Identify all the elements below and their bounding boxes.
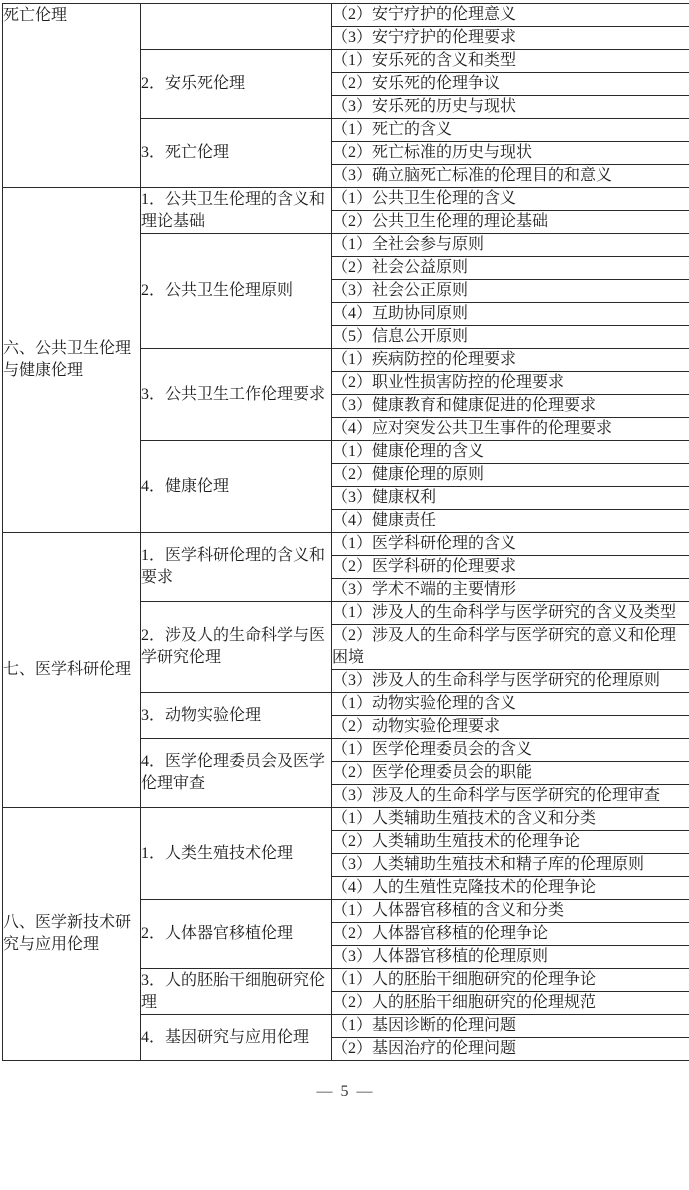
item-cell: （2）安乐死的伦理争议 — [332, 73, 689, 96]
subsection-cell — [141, 349, 332, 441]
table-row — [3, 188, 689, 211]
item-cell: （1）公共卫生伦理的含义 — [332, 188, 689, 211]
subsection-cell — [141, 693, 332, 739]
subsection-cell — [141, 4, 332, 50]
item-cell: （1）人的胚胎干细胞研究的伦理争论 — [332, 969, 689, 992]
subsection-label: 4．健康伦理 — [141, 477, 230, 495]
item-cell: （3）安宁疗护的伦理要求 — [332, 27, 689, 50]
subsection-cell — [141, 441, 332, 533]
section-title: 六、公共卫生伦理与健康伦理 — [3, 340, 132, 379]
item-cell: （1）动物实验伦理的含义 — [332, 693, 689, 716]
item-cell: （3）安乐死的历史与现状 — [332, 96, 689, 119]
item-cell: （3）学术不端的主要情形 — [332, 579, 689, 602]
table-row — [3, 533, 689, 556]
item-cell: （1）疾病防控的伦理要求 — [332, 349, 689, 372]
subsection-cell — [141, 234, 332, 349]
item-cell: （3）人体器官移植的伦理原则 — [332, 946, 689, 969]
item-cell: （2）医学科研的伦理要求 — [332, 556, 689, 579]
subsection-cell — [141, 602, 332, 693]
subsection-cell — [141, 969, 332, 1015]
item-cell: （1）医学科研伦理的含义 — [332, 533, 689, 556]
subsection-cell — [141, 533, 332, 602]
item-cell: （3）涉及人的生命科学与医学研究的伦理原则 — [332, 670, 689, 693]
section-title-cell — [3, 188, 141, 533]
item-cell: （5）信息公开原则 — [332, 326, 689, 349]
subsection-label: 3．人的胚胎干细胞研究伦理 — [141, 971, 326, 1011]
item-cell: （2）人的胚胎干细胞研究的伦理规范 — [332, 992, 689, 1015]
subsection-cell — [141, 1015, 332, 1061]
item-cell: （1）全社会参与原则 — [332, 234, 689, 257]
item-cell: （1）安乐死的含义和类型 — [332, 50, 689, 73]
section-title-cell — [3, 4, 141, 188]
item-cell: （4）健康责任 — [332, 510, 689, 533]
item-cell: （2）死亡标准的历史与现状 — [332, 142, 689, 165]
table-row — [3, 808, 689, 831]
syllabus-table-body — [3, 4, 689, 1061]
item-cell: （3）健康教育和健康促进的伦理要求 — [332, 395, 689, 418]
subsection-label: 1．医学科研伦理的含义和要求 — [141, 547, 326, 586]
section-title-cell — [3, 808, 141, 1061]
subsection-label: 2．公共卫生伦理原则 — [141, 282, 294, 299]
item-cell: （3）健康权利 — [332, 487, 689, 510]
item-cell: （2）人体器官移植的伦理争论 — [332, 923, 689, 946]
section-title-cell — [3, 533, 141, 808]
item-cell: （2）涉及人的生命科学与医学研究的意义和伦理困境 — [332, 625, 689, 670]
subsection-label: 3．公共卫生工作伦理要求 — [141, 385, 326, 403]
subsection-cell — [141, 188, 332, 234]
item-cell: （2）社会公益原则 — [332, 257, 689, 280]
item-cell: （2）基因治疗的伦理问题 — [332, 1038, 689, 1061]
subsection-cell — [141, 119, 332, 188]
item-cell: （3）社会公正原则 — [332, 280, 689, 303]
item-cell: （1）涉及人的生命科学与医学研究的含义及类型 — [332, 602, 689, 625]
item-cell: （1）人类辅助生殖技术的含义和分类 — [332, 808, 689, 831]
item-cell: （4）应对突发公共卫生事件的伦理要求 — [332, 418, 689, 441]
page-number: — 5 — — [316, 1083, 375, 1100]
subsection-label: 3．死亡伦理 — [141, 144, 230, 161]
subsection-label: 1．人类生殖技术伦理 — [141, 844, 294, 862]
section-title: 七、医学科研伦理 — [3, 661, 132, 678]
subsection-label: 2．安乐死伦理 — [141, 75, 246, 92]
item-cell: （2）人类辅助生殖技术的伦理争论 — [332, 831, 689, 854]
item-cell: （2）动物实验伦理要求 — [332, 716, 689, 739]
syllabus-table — [2, 3, 689, 1061]
item-cell: （1）医学伦理委员会的含义 — [332, 739, 689, 762]
item-cell: （4）互助协同原则 — [332, 303, 689, 326]
subsection-label: 1．公共卫生伦理的含义和理论基础 — [141, 190, 326, 230]
section-title: 八、医学新技术研究与应用伦理 — [3, 914, 132, 953]
item-cell: （1）健康伦理的含义 — [332, 441, 689, 464]
item-cell: （2）公共卫生伦理的理论基础 — [332, 211, 689, 234]
item-cell: （1）死亡的含义 — [332, 119, 689, 142]
subsection-label: 2．涉及人的生命科学与医学研究伦理 — [141, 627, 326, 666]
item-cell: （2）职业性损害防控的伦理要求 — [332, 372, 689, 395]
item-cell: （4）人的生殖性克隆技术的伦理争论 — [332, 877, 689, 900]
item-cell: （3）涉及人的生命科学与医学研究的伦理审查 — [332, 785, 689, 808]
subsection-cell — [141, 808, 332, 900]
subsection-label: 2．人体器官移植伦理 — [141, 925, 294, 942]
item-cell: （1）人体器官移植的含义和分类 — [332, 900, 689, 923]
subsection-label: 4．基因研究与应用伦理 — [141, 1028, 310, 1046]
item-cell: （3）确立脑死亡标准的伦理目的和意义 — [332, 165, 689, 188]
table-row — [3, 4, 689, 27]
subsection-label: 3．动物实验伦理 — [141, 706, 262, 724]
item-cell: （1）基因诊断的伦理问题 — [332, 1015, 689, 1038]
item-cell: （2）健康伦理的原则 — [332, 464, 689, 487]
item-cell: （3）人类辅助生殖技术和精子库的伦理原则 — [332, 854, 689, 877]
item-cell: （2）安宁疗护的伦理意义 — [332, 4, 689, 27]
subsection-cell — [141, 50, 332, 119]
section-title: 死亡伦理 — [3, 7, 68, 24]
subsection-cell — [141, 739, 332, 808]
subsection-cell — [141, 900, 332, 969]
item-cell: （2）医学伦理委员会的职能 — [332, 762, 689, 785]
subsection-label: 4．医学伦理委员会及医学伦理审查 — [141, 753, 326, 792]
